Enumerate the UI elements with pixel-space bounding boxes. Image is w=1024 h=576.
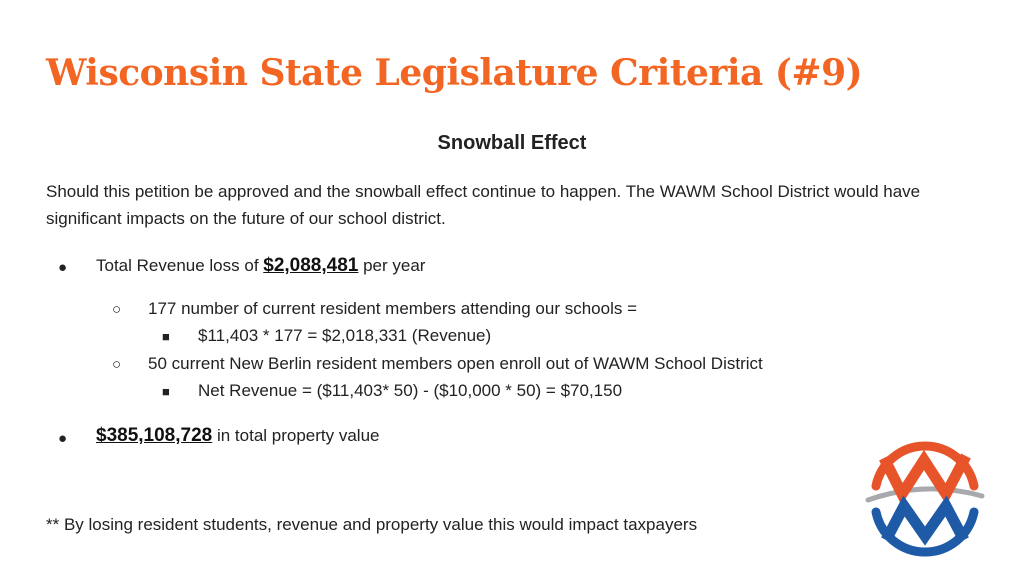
bullet-resident-members: 177 number of current resident members attending our schools =	[148, 299, 638, 318]
revenue-prefix: Total Revenue loss of	[96, 256, 264, 275]
property-amount: $385,108,728	[96, 425, 213, 446]
bullet-dot: ●	[58, 430, 68, 447]
revenue-suffix: per year	[358, 256, 426, 275]
bullet-dot: ●	[58, 259, 68, 276]
bullet-revenue-loss	[96, 255, 425, 277]
page-title: Wisconsin State Legislature Criteria (#9)	[46, 52, 863, 94]
bullet-net-revenue: Net Revenue = ($11,403* 50) - ($10,000 * 50) = $70,150	[198, 381, 623, 400]
bullet-property-value	[96, 425, 380, 447]
footer-note: ** By losing resident students, revenue and property value this would impact taxpayers	[46, 515, 698, 534]
property-suffix: in total property value	[212, 426, 380, 445]
bullet-open-enroll: 50 current New Berlin resident members open enroll out of WAWM School District	[148, 354, 763, 373]
revenue-amount: $2,088,481	[263, 255, 359, 276]
section-subtitle: Snowball Effect	[437, 132, 587, 154]
bullet-square: ■	[162, 329, 170, 344]
bullet-circle: ○	[112, 301, 122, 318]
bullet-revenue-calc: $11,403 * 177 = $2,018,331 (Revenue)	[198, 326, 492, 345]
wawm-logo-icon	[862, 436, 988, 560]
bullet-square: ■	[162, 384, 170, 399]
bullet-circle: ○	[112, 356, 122, 373]
intro-paragraph: Should this petition be approved and the snowball effect continue to happen. The WAWM School District would have significant impacts on the future of our school district.	[46, 182, 921, 228]
